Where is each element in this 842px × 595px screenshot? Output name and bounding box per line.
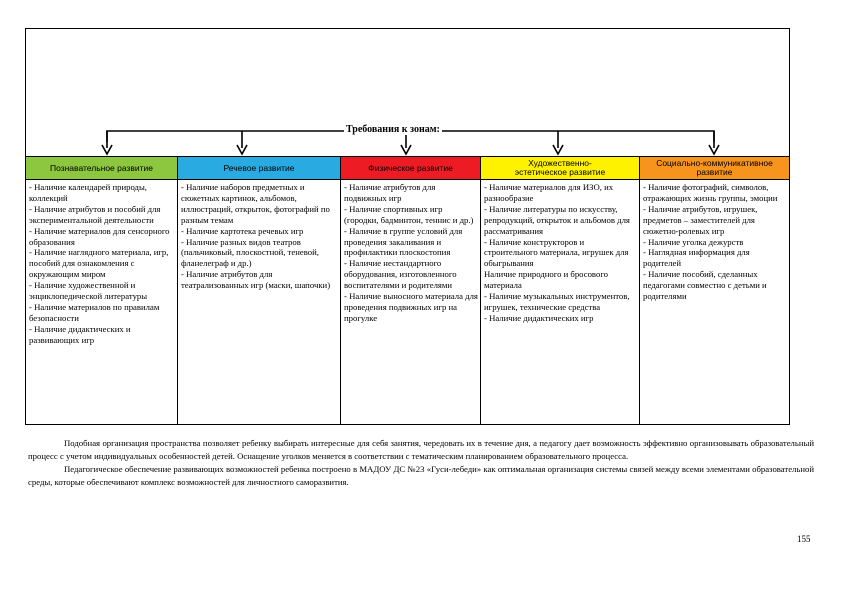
header-social	[640, 156, 790, 180]
zone-requirement-item: - Наличие в группе условий для проведения закаливания и профилактики плоскостопия	[344, 225, 463, 258]
zones-header-row	[25, 156, 790, 180]
paragraph-1: Подобная организация пространства позволяет ребенку выбирать интересные для себя занятия, чередовать их в течение дня, а педагогу дает возможность эффективно организовывать образовательный процесс с учетом индивидуальных особенностей детей. Оснащение уголков меняется в соответствии с тематическим планированием образовательного процесса.	[28, 438, 814, 462]
zone-requirement-item: - Наличие атрибутов и пособий для экспериментальной деятельности	[29, 203, 161, 225]
zone-requirement-item: - Наличие материалов для ИЗО, их разнообразие	[484, 182, 614, 203]
header-art-label: Художественно-эстетическое развитие	[514, 158, 606, 177]
zone-requirement-item: - Наличие музыкальных инструментов, игрушек, технические средства	[484, 291, 630, 312]
zone-requirement-item: - Наличие дидактических и развивающих игр	[29, 323, 131, 345]
zone-requirement-item: - Наличие материалов для сенсорного образования	[29, 225, 170, 247]
zone-requirement-item: - Наличие конструкторов и строительного материала, игрушек для обыгрывания	[484, 236, 629, 269]
column-art	[481, 180, 640, 425]
zones-label: Требования к зонам:	[346, 124, 440, 135]
column-cognitive	[25, 180, 178, 425]
zone-requirement-item: - Наличие пособий, сделанных педагогами совместно с детьми и родителями	[643, 269, 767, 302]
zone-requirement-item: - Наличие атрибутов, игрушек, предметов – заместителей для сюжетно-ролевых игр	[643, 203, 758, 236]
zone-requirement-item: - Наличие наборов предметных и сюжетных картинок, альбомов, иллюстраций, открыток, фотографий по разным темам	[181, 182, 330, 225]
column-physical	[341, 180, 481, 425]
zone-requirement-item: - Наглядная информация для родителей	[643, 247, 750, 269]
header-art	[481, 156, 640, 180]
zone-requirement-item: Наличие природного и бросового материала	[484, 269, 609, 291]
zone-requirement-item: - Наличие дидактических игр	[484, 312, 594, 323]
paragraph-2: Педагогическое обеспечение развивающих возможностей ребенка построено в МАДОУ ДС №23 «Гуси-лебеди» как оптимальная организация системы связей между всеми элементами образовательной среды, которые обеспечивают комплекс возможностей для личностного саморазвития.	[28, 464, 814, 488]
header-physical: Физическое развитие	[341, 156, 481, 180]
zone-requirement-item: - Наличие нестандартного оборудования, изготовленного воспитателями и родителями	[344, 258, 457, 291]
zone-requirement-item: - Наличие спортивных игр (городки, бадминтон, теннис и др.)	[344, 203, 474, 225]
zone-requirement-item: - Наличие фотографий, символов, отражающих жизнь группы, эмоции	[643, 182, 778, 203]
zone-requirement-item: - Наличие атрибутов для театрализованных игр (маски, шапочки)	[181, 269, 331, 291]
zone-requirement-item: - Наличие уголка дежурств	[643, 236, 744, 247]
zone-requirement-item: - Наличие картотека речевых игр	[181, 225, 304, 236]
zone-requirement-item: - Наличие атрибутов для подвижных игр	[344, 182, 436, 203]
header-social-label: Социально-коммуникативное развитие	[656, 158, 773, 177]
column-social	[640, 180, 790, 425]
zone-requirement-item: - Наличие разных видов театров (пальчиковый, плоскостной, теневой, фланелеграф и др.)	[181, 236, 319, 269]
header-speech: Речевое развитие	[178, 156, 341, 180]
column-speech	[178, 180, 341, 425]
zone-requirement-item: - Наличие выносного материала для проведения подвижных игр на прогулке	[344, 291, 478, 323]
zone-requirement-item: - Наличие наглядного материала, игр, пособий для ознакомления с окружающим миром	[29, 247, 169, 280]
zones-body-row	[25, 180, 790, 425]
body-text	[28, 437, 814, 489]
zone-requirement-item: - Наличие литературы по искусству, репродукций, открыток и альбомов для рассматривания	[484, 203, 630, 236]
zone-requirement-item: - Наличие материалов по правилам безопасности	[29, 301, 160, 323]
zone-requirement-item: - Наличие календарей природы, коллекций	[29, 182, 147, 203]
zone-requirement-item: - Наличие художественной и энциклопедической литературы	[29, 280, 148, 302]
page-number: 155	[797, 534, 811, 544]
header-cognitive: Познавательное развитие	[25, 156, 178, 180]
